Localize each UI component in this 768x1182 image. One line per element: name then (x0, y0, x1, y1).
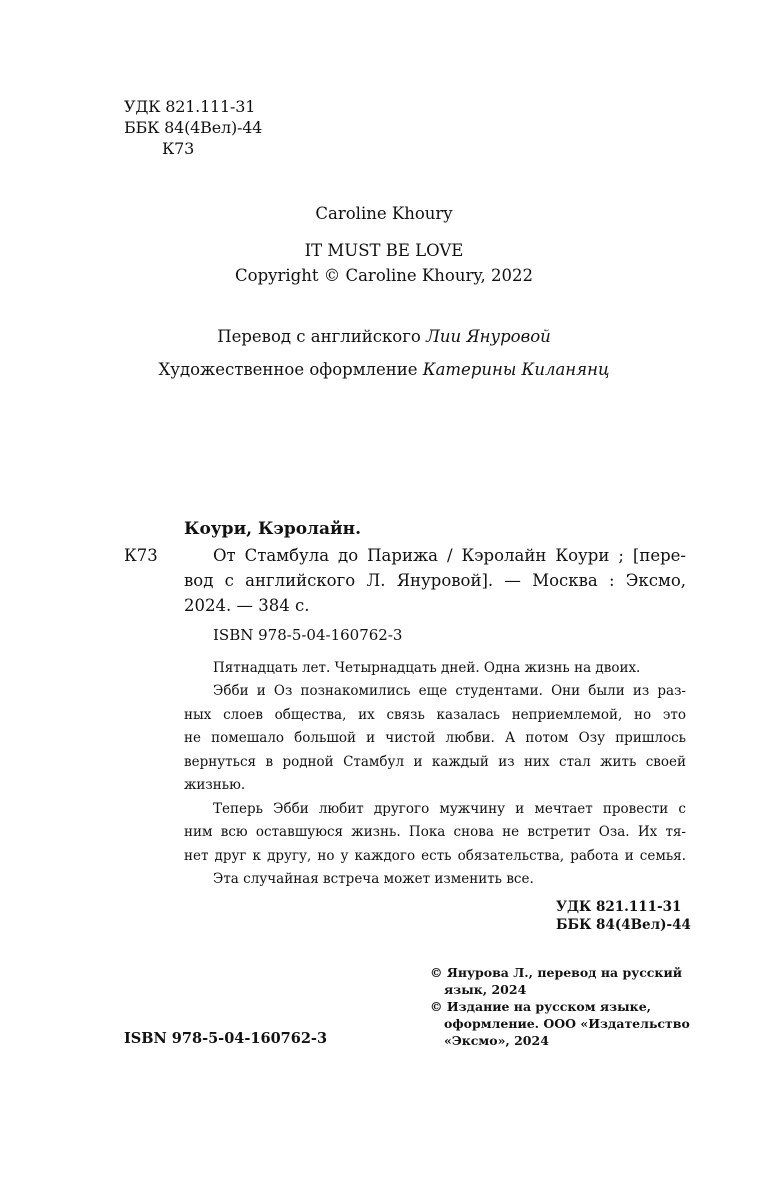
author-mark-top: К73 (162, 139, 195, 158)
copyright-edition-line-1: © Издание на русском языке, (430, 999, 652, 1014)
annotation-line-10: Эта случайная встреча может изменить все. (213, 871, 534, 887)
annotation-line-7: Теперь Эбби любит другого мужчину и мечтает провести с (213, 801, 686, 817)
design-credit (0, 359, 768, 381)
udk-code-top: УДК 821.111-31 (124, 97, 256, 116)
isbn-bottom: ISBN 978-5-04-160762-3 (124, 1030, 328, 1047)
bib-isbn: ISBN 978-5-04-160762-3 (213, 626, 403, 644)
copyright-edition-line-3: «Эксмо», 2024 (444, 1033, 549, 1048)
copyright-edition-line-2: оформление. ООО «Издательство (444, 1016, 690, 1031)
annotation-line-6: жизнью. (184, 777, 246, 793)
original-copyright: Copyright © Caroline Khoury, 2022 (235, 266, 533, 285)
annotation-line-4: не помешало большой и чистой любви. А потом Озу пришлось (184, 730, 686, 746)
annotation-line-5: вернуться в родной Стамбул и каждый из них стал жить своей (184, 754, 686, 770)
original-author: Caroline Khoury (315, 204, 453, 223)
annotation-line-1: Пятнадцать лет. Четырнадцать дней. Одна жизнь на двоих. (213, 660, 641, 676)
translation-credit (0, 326, 768, 348)
bib-author-heading: Коури, Кэролайн. (184, 519, 362, 539)
original-title: IT MUST BE LOVE (304, 241, 464, 260)
bib-author-mark: К73 (124, 546, 158, 565)
annotation-line-3: ных слоев общества, их связь казалась неприемлемой, но это (184, 707, 686, 723)
annotation-line-8: ним всю оставшуюся жизнь. Пока снова не встретит Оза. Их тя- (184, 824, 686, 840)
bib-line-3: 2024. — 384 с. (184, 596, 310, 615)
translation-prefix: Перевод с английского (217, 327, 421, 346)
bbk-code-bottom: ББК 84(4Вел)-44 (556, 917, 691, 933)
designer-name: Катерины Киланянц (422, 360, 610, 379)
copyright-translation-line-2: язык, 2024 (444, 982, 527, 997)
annotation-line-2: Эбби и Оз познакомились еще студентами. Они были из раз- (213, 683, 686, 699)
bib-line-1: От Стамбула до Парижа / Кэролайн Коури ; [пере- (213, 546, 686, 565)
udk-code-bottom: УДК 821.111-31 (556, 899, 682, 915)
design-prefix: Художественное оформление (158, 360, 418, 379)
translator-name: Лии Януровой (426, 327, 551, 346)
bbk-code-top: ББК 84(4Вел)-44 (124, 118, 263, 137)
copyright-translation-line-1: © Янурова Л., перевод на русский (430, 965, 682, 980)
annotation-line-9: нет друг к другу, но у каждого есть обязательства, работа и семья. (184, 848, 686, 864)
bib-line-2: вод с английского Л. Януровой]. — Москва : Эксмо, (184, 571, 686, 590)
